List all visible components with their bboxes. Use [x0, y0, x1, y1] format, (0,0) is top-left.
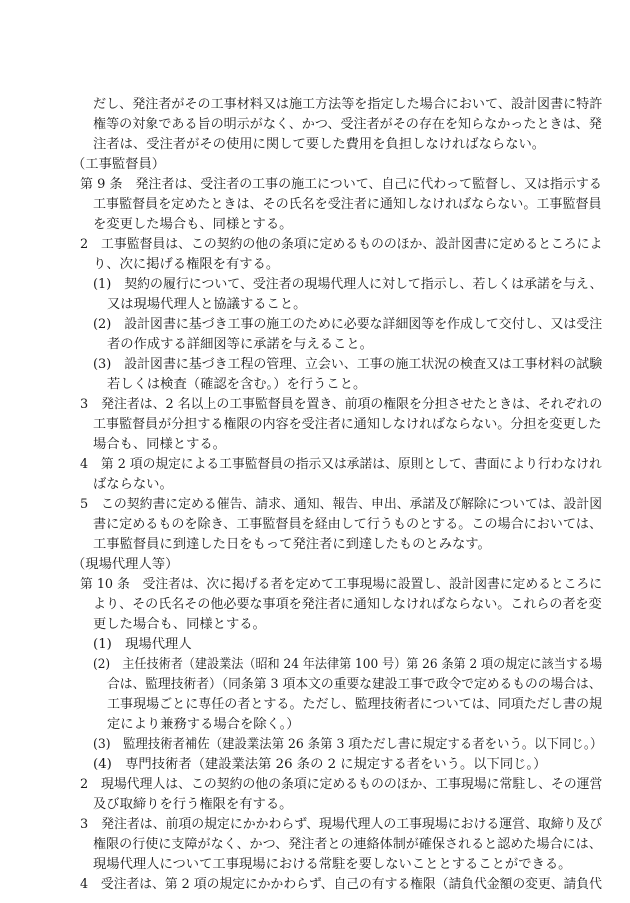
text-line: だし、発注者がその工事材料又は施工方法等を指定した場合において、設計図書に特許: [93, 97, 603, 112]
text-line: 工事現場ごとに専任の者とする。ただし、監理技術者については、同項ただし書の規: [107, 697, 603, 712]
text-line: 権限の行使に支障がなく、かつ、発注者との連絡体制が確保されると認めた場合には、: [93, 837, 602, 852]
text-line: 定により兼務する場合を除く。）: [107, 717, 300, 732]
text-line: 権等の対象である旨の明示がなく、かつ、受注者がその存在を知らなかったときは、発: [93, 117, 602, 132]
text-line: り、次に掲げる権限を有する。: [93, 257, 280, 272]
paragraph-line: 2 現場代理人は、この契約の他の条項に定めるもののほか、工事現場に常駐し、その運営: [80, 777, 603, 792]
paragraph-line: 3 発注者は、前項の規定にかかわらず、現場代理人の工事現場における運営、取締り及び: [80, 817, 603, 832]
paragraph-line: 3 発注者は、2 名以上の工事監督員を置き、前項の権限を分担させたときは、それぞれの: [80, 397, 603, 412]
article-line: 第 10 条 受注者は、次に掲げる者を定めて工事現場に設置し、設計図書に定めるところに: [80, 577, 602, 592]
section-heading: （現場代理人等）: [72, 557, 179, 572]
paragraph-line: 2 工事監督員は、この契約の他の条項に定めるもののほか、設計図書に定めるところによ: [80, 237, 603, 252]
text-line: 現場代理人について工事現場における常駐を要しないこととすることができる。: [93, 857, 572, 872]
item-line: (3) 設計図書に基づき工程の管理、立会い、工事の施工状況の検査又は工事材料の試験: [93, 357, 603, 372]
text-line: 及び取締りを行う権限を有する。: [93, 797, 293, 812]
text-line: を変更した場合も、同様とする。: [93, 217, 293, 232]
article-line: 第 9 条 発注者は、受注者の工事の施工について、自己に代わって監督し、又は指示する: [80, 177, 602, 192]
text-line: 注者は、受注者がその使用に関して要した費用を負担しなければならない。: [93, 137, 546, 152]
item-line: (1) 現場代理人: [93, 637, 192, 652]
item-line: (2) 主任技術者（建設業法（昭和 24 年法律第 100 号）第 26 条第 2 項の規定に該当する場: [93, 657, 603, 672]
text-line: 工事監督員に到達した日をもって発注者に到達したものとみなす。: [93, 537, 491, 552]
item-line: (3) 監理技術者補佐（建設業法第 26 条第 3 項ただし書に規定する者をいう。以下同じ。）: [93, 737, 603, 752]
text-line: 若しくは検査（確認を含む。）を行うこと。: [107, 377, 367, 392]
item-line: (2) 設計図書に基づき工事の施工のために必要な詳細図等を作成して交付し、又は受注: [93, 317, 603, 332]
section-heading: （工事監督員）: [72, 157, 166, 172]
text-line: より、その氏名その他必要な事項を発注者に通知しなければならない。これらの者を変: [93, 597, 602, 612]
item-line: (4) 専門技術者（建設業法第 26 条の 2 に規定する者をいう。以下同じ。）: [93, 757, 547, 772]
text-line: 更した場合も、同様とする。: [93, 617, 266, 632]
text-line: 合は、監理技術者）（同条第 3 項本文の重要な建設工事で政令で定めるものの場合は、: [107, 677, 602, 692]
text-line: 工事監督員を定めたときは、その氏名を受注者に通知しなければならない。工事監督員: [93, 197, 602, 212]
paragraph-line: 4 第 2 項の規定による工事監督員の指示又は承諾は、原則として、書面により行わなけれ: [80, 457, 602, 472]
paragraph-line: 5 この契約書に定める催告、請求、通知、報告、申出、承諾及び解除については、設計図: [80, 497, 603, 512]
text-line: 者の作成する詳細図等に承諾を与えること。: [107, 337, 373, 352]
text-line: 書に定めるものを除き、工事監督員を経由して行うものとする。この場合においては、: [93, 517, 603, 532]
text-line: ばならない。: [93, 477, 173, 492]
text-line: 工事監督員が分担する権限の内容を受注者に通知しなければならない。分担を変更した: [93, 417, 602, 432]
paragraph-line: 4 受注者は、第 2 項の規定にかかわらず、自己の有する権限（請負代金額の変更、請負代: [80, 877, 602, 892]
item-line: (1) 契約の履行について、受注者の現場代理人に対して指示し、若しくは承諾を与え、: [93, 277, 603, 292]
text-line: 場合も、同様とする。: [93, 437, 226, 452]
text-line: 又は現場代理人と協議すること。: [107, 297, 307, 312]
